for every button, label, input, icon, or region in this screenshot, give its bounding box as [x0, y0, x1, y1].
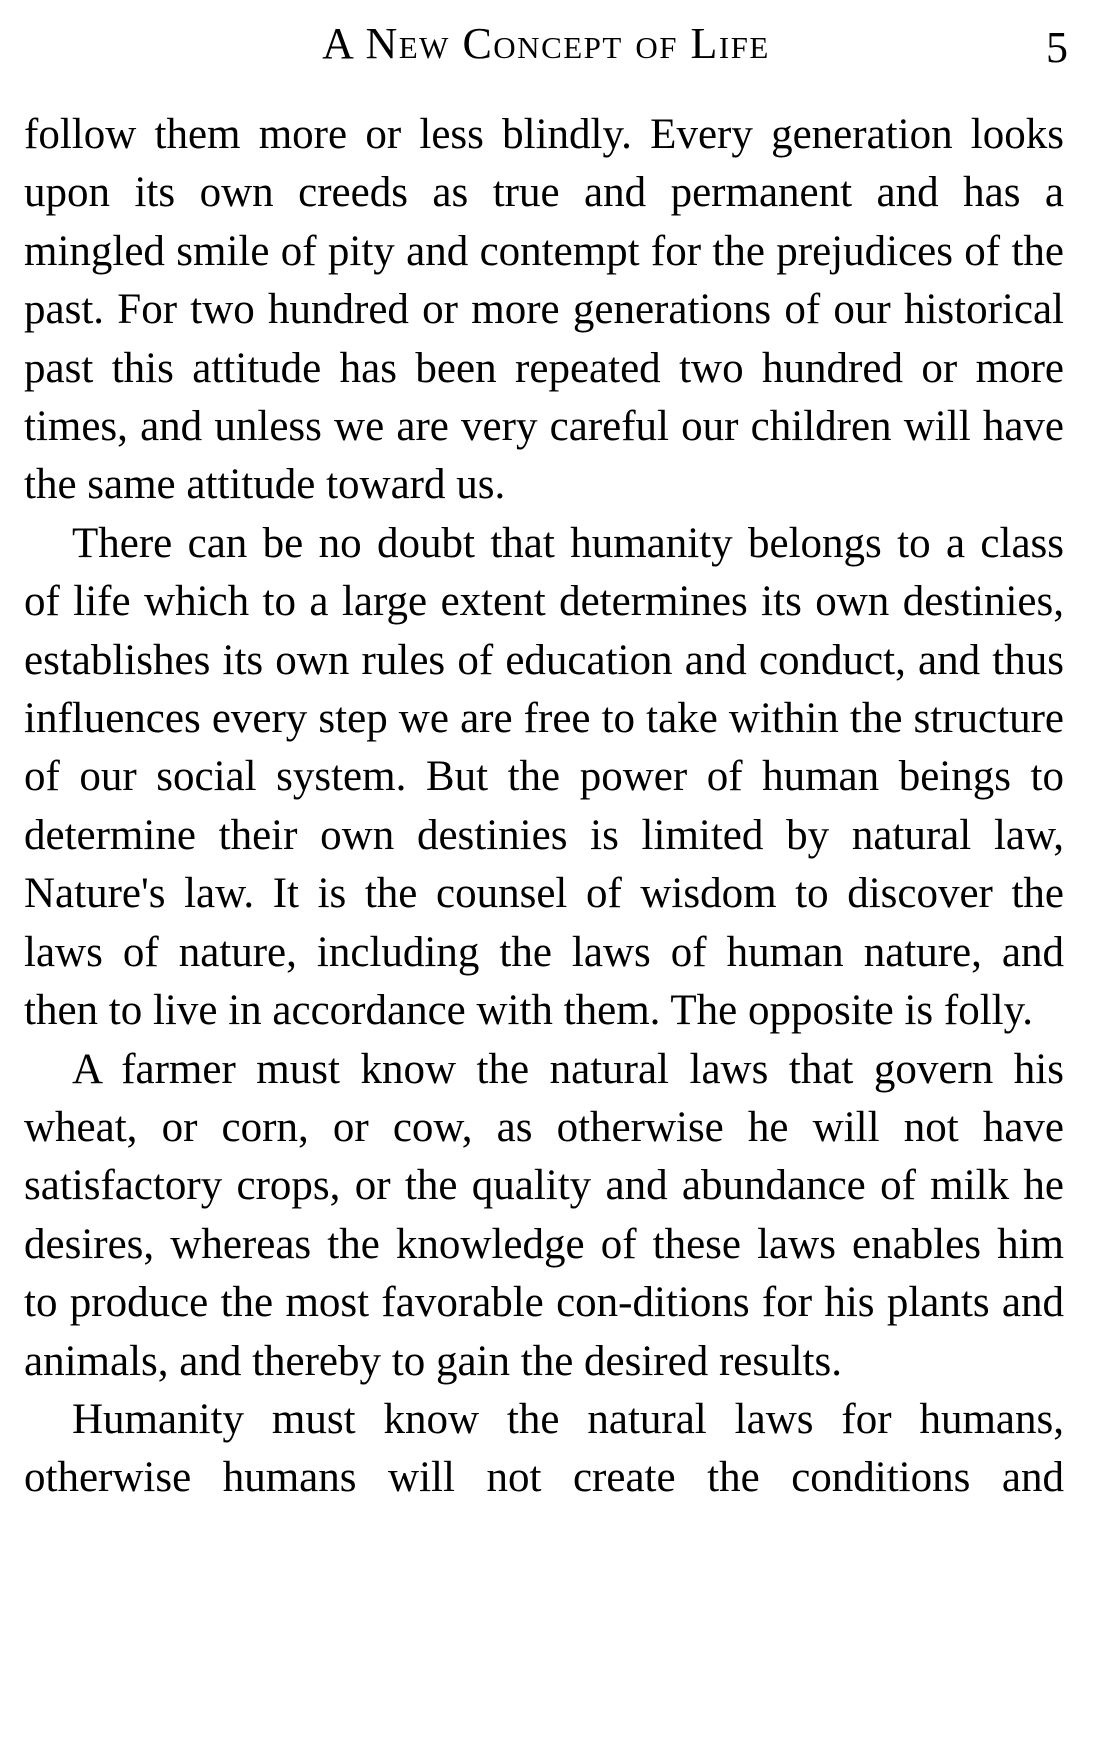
paragraph: There can be no doubt that humanity belongs to a class of life which to a large extent determines its own destinies, establishes its own rules of education and conduct, and thus influences every step we are free to take within the structure of our social system. But the power of human beings to determine their own destinies is limited by natural law, Nature's law. It is the counsel of wisdom to discover the laws of nature, including the laws of human nature, and then to live in accordance with them. The opposite is folly.: [24, 519, 1064, 1035]
paragraph: Humanity must know the natural laws for humans, otherwise humans will not create the conditions and: [24, 1395, 1064, 1502]
running-head: [24, 14, 1068, 74]
page-number: 5: [1046, 23, 1068, 72]
paragraph: follow them more or less blindly. Every generation looks upon its own creeds as true and permanent and has a mingled smile of pity and contempt for the prejudices of the past. For two hundred or more generations of our historical past this attitude has been repeated two hundred or more times, and unless we are very careful our children will have the same attitude toward us.: [24, 111, 1064, 509]
chapter-title: A New Concept of Life: [322, 19, 770, 68]
body-text: [24, 106, 1064, 1508]
paragraph: A farmer must know the natural laws that govern his wheat, or corn, or cow, as otherwise he will not have satisfactory crops, or the quality and abundance of milk he desires, whereas the knowledge of these laws enables him to produce the most favorable con-ditions for his plants and animals, and thereby to gain the desired results.: [24, 1045, 1064, 1385]
